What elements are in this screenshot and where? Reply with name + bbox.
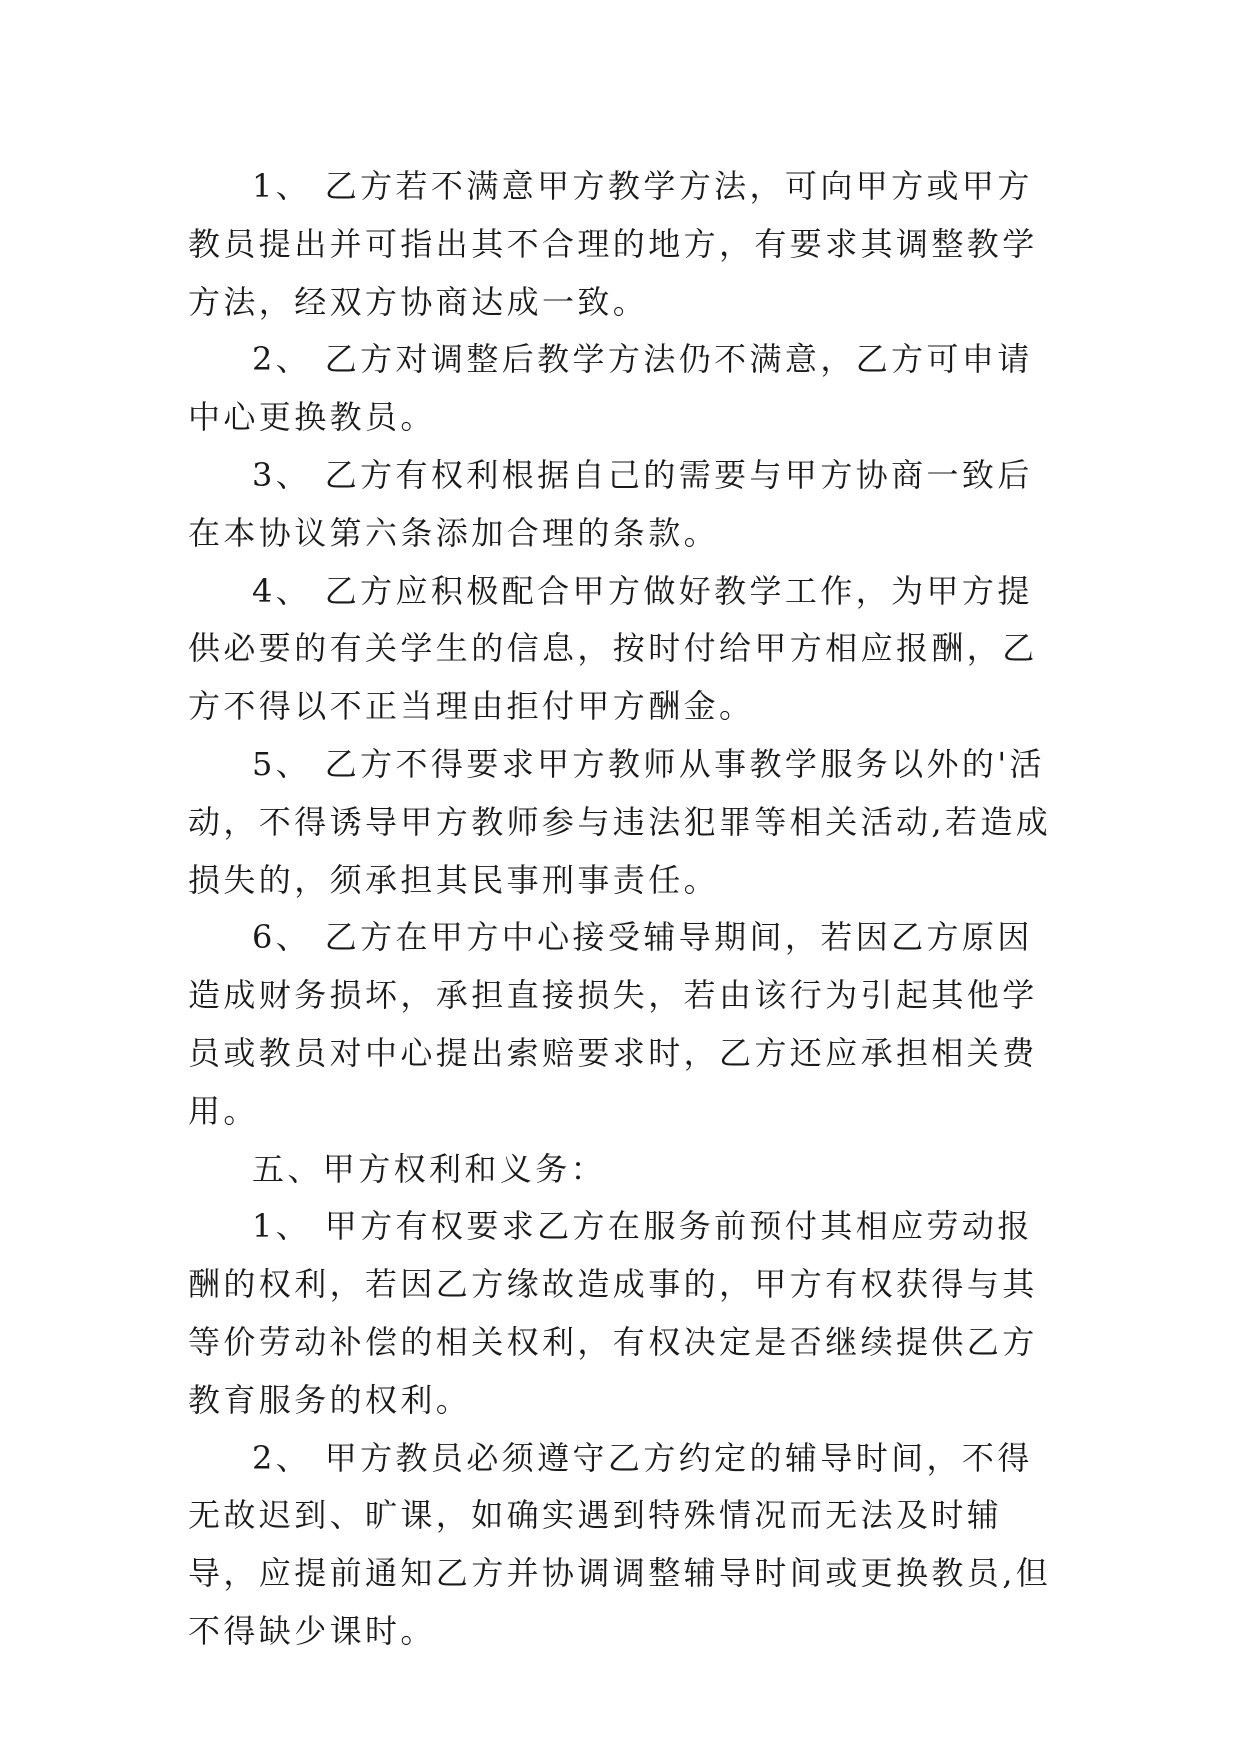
paragraph-item-8: 2、 甲方教员必须遵守乙方约定的辅导时间，不得无故迟到、旷课，如确实遇到特殊情况而无法及时辅导，应提前通知乙方并协调调整辅导时间或更换教员,但不得缺少课时。 xyxy=(188,1438,1052,1650)
paragraph-item-2: 2、 乙方对调整后教学方法仍不满意，乙方可申请中心更换教员。 xyxy=(188,340,1033,437)
paragraph-item-5: 5、 乙方不得要求甲方教师从事教学服务以外的'活动，不得诱导甲方教师参与违法犯罪等相关活动,若造成损失的，须承担其民事刑事责任。 xyxy=(188,744,1052,899)
document-body xyxy=(188,158,1058,1661)
paragraph-item-1: 1、 乙方若不满意甲方教学方法，可向甲方或甲方教员提出并可指出其不合理的地方，有要求其调整教学方法，经双方协商达成一致。 xyxy=(188,167,1038,321)
paragraph-item-7: 1、 甲方有权要求乙方在服务前预付其相应劳动报酬的权利，若因乙方缘故造成事的，甲方有权获得与其等价劳动补偿的相关权利，有权决定是否继续提供乙方教育服务的权利。 xyxy=(188,1207,1038,1419)
paragraph-item-6: 6、 乙方在甲方中心接受辅导期间，若因乙方原因造成财务损坏，承担直接损失，若由该行为引起其他学员或教员对中心提出索赔要求时，乙方还应承担相关费用。 xyxy=(188,918,1038,1130)
paragraph-item-4: 4、 乙方应积极配合甲方做好教学工作，为甲方提供必要的有关学生的信息，按时付给甲方相应报酬，乙方不得以不正当理由拒付甲方酬金。 xyxy=(188,571,1038,726)
section-heading: 五、甲方权利和义务： xyxy=(252,1149,607,1188)
paragraph-item-3: 3、 乙方有权利根据自己的需要与甲方协商一致后在本协议第六条添加合理的条款。 xyxy=(188,455,1033,552)
